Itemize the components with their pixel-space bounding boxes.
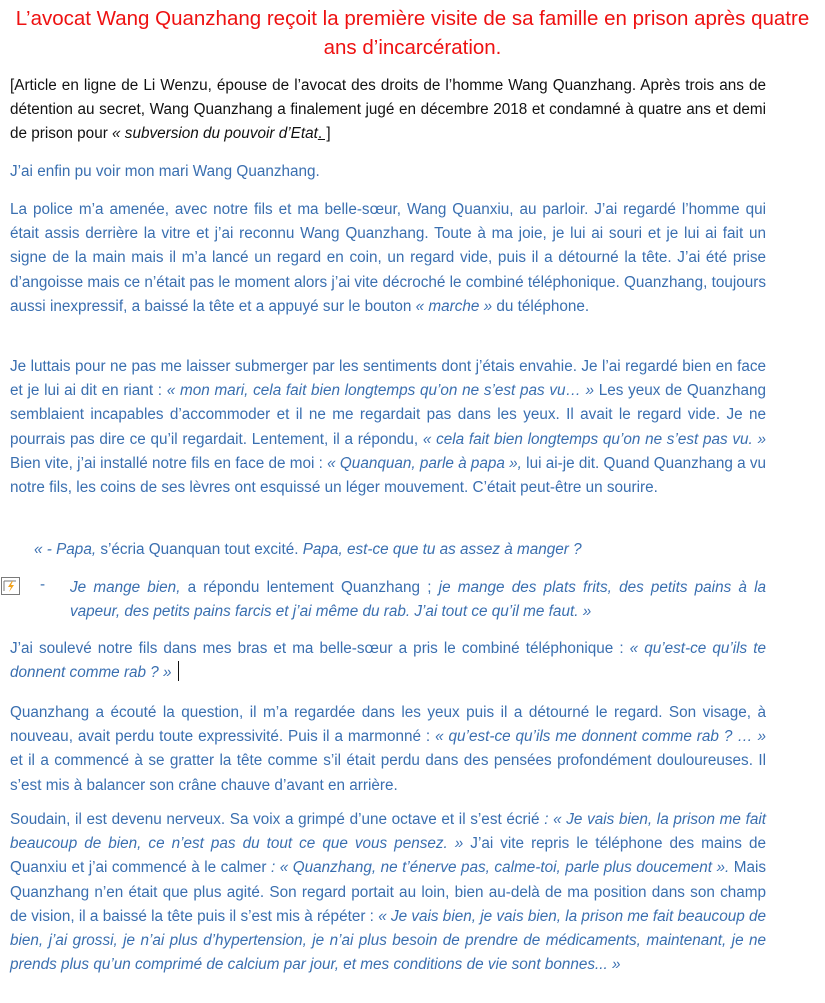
dialog-line-2	[70, 576, 766, 624]
p2-text-c: du téléphone.	[492, 297, 590, 315]
dialog1-quote-a: « - Papa,	[34, 541, 97, 558]
paragraph-6	[10, 808, 766, 977]
dialog2-quote-a: Je mange bien,	[70, 579, 181, 596]
paragraph-5	[10, 701, 766, 798]
p3-text-c: Les yeux de Quanzhang semblaient incapables d’accommoder et il ne me regardait pas dans les yeux. Il avait le regard vide. Je ne pourrais pas dire ce qu’il regardait. Lentement, il a répondu,	[10, 382, 766, 448]
dialog2-quote-c: je mange des plats frits, des petits pains à la vapeur, des petits pains farcis et j’ai même du rab. J’ai tout ce qu’il me faut. »	[70, 579, 766, 621]
p6-quote-1: : « Je vais bien, la prison me fait beaucoup de bien, ce n’est pas du tout ce que vous pensez. »	[10, 811, 766, 853]
dialog-line-1	[34, 538, 774, 562]
comment-flag-icon[interactable]	[1, 577, 20, 595]
p6-text-a: Soudain, il est devenu nerveux. Sa voix a grimpé d’une octave et il s’est écrié	[10, 811, 545, 828]
p6-text-e: Mais Quanzhang n’en était que plus agité. Son regard portait au loin, bien au-delà de ma position dans son champ de vision, il a baissé la tête puis il s’est mis à répéter :	[10, 859, 767, 925]
intro-text: [Article en ligne de Li Wenzu, épouse de l’avocat des droits de l’homme Wang Quanzhang. Après trois ans de détention au secret, Wang Quanzhang a finalement jugé en décembre 2018 et condamné à quatre ans et demi de prison pour	[10, 77, 766, 143]
p6-text-c: J’ai vite repris le téléphone des mains de Quanxiu et j’ai commencé à le calmer	[10, 835, 766, 877]
p3-quote-1: « mon mari, cela fait bien longtemps qu’on ne s’est pas vu… »	[166, 382, 595, 400]
p3-quote-2: « cela fait bien longtemps qu’on ne s’est pas vu. »	[422, 430, 766, 448]
intro-end: . ]	[317, 125, 331, 143]
paragraph-4	[10, 637, 766, 685]
text-cursor	[178, 661, 179, 681]
p2-quote: « marche »	[415, 297, 493, 315]
p4-quote: « qu’est-ce qu’ils te donnent comme rab ? »	[10, 640, 766, 682]
paragraph-3	[10, 355, 766, 500]
paragraph-2	[10, 198, 766, 319]
p3-quote-3: « Quanquan, parle à papa »,	[327, 454, 522, 472]
paragraph-1: J’ai enfin pu voir mon mari Wang Quanzhang.	[10, 163, 320, 180]
p5-text-c: et il a commencé à se gratter la tête comme s’il était perdu dans des pensées profondément douloureuses. Il s’est mis à balancer son crâne chauve d’avant en arrière.	[10, 752, 766, 794]
p2-text-a: La police m’a amenée, avec notre fils et ma belle-sœur, Wang Quanxiu, au parloir. J’ai regardé l’homme qui était assis derrière la vitre et j’ai reconnu Wang Quanzhang. Toute à ma joie, je lui ai souri et je lui ai fait un signe de la main mais il m’a lancé un regard en coin, un regard vide, puis il a détourné la tête. J’ai été prise d’angoisse mais ce n’était pas le moment alors j’ai vite décroché le combiné téléphonique. Quanzhang, toujours aussi inexpressif, a baissé la tête et a appuyé sur le bouton	[10, 201, 766, 315]
p6-quote-3: « Je vais bien, je vais bien, la prison me fait beaucoup de bien, j’ai grossi, je n’ai plus d’hypertension, je n’ai plus besoin de prendre de médicaments, maintenant, je ne prends plus qu’un comprimé de calcium par jour, et mes conditions de vie sont bonnes... »	[10, 907, 766, 974]
p3-text-a: Je luttais pour ne pas me laisser submerger par les sentiments dont j’étais envahie. Je l’ai regardé bien en face et je lui ai dit en riant :	[10, 358, 766, 400]
p3-text-e: Bien vite, j’ai installé notre fils en face de moi :	[10, 454, 328, 472]
article-title: L’avocat Wang Quanzhang reçoit la première visite de sa famille en prison après quatre ans d’incarcération.	[15, 7, 810, 59]
p5-text-a: Quanzhang a écouté la question, il m’a regardée dans les yeux puis il a détourné le regard. Son visage, à nouveau, avait perdu toute expressivité. Puis il a marmonné :	[10, 704, 766, 746]
p5-quote: « qu’est-ce qu’ils me donnent comme rab ? … »	[435, 728, 766, 746]
dialog1-text: s’écria Quanquan tout excité.	[96, 541, 303, 558]
dialog-dash: -	[40, 576, 46, 593]
intro-quote: « subversion du pouvoir d’Etat	[112, 125, 318, 143]
p3-text-g: lui ai-je dit. Quand Quanzhang a vu notre fils, les coins de ses lèvres ont esquissé un léger mouvement. C’était peut-être un sourire.	[10, 454, 766, 497]
p4-text: J’ai soulevé notre fils dans mes bras et ma belle-sœur a pris le combiné téléphonique :	[10, 640, 630, 657]
dialog1-quote-c: Papa, est-ce que tu as assez à manger ?	[302, 541, 582, 558]
p6-quote-2: : « Quanzhang, ne t’énerve pas, calme-toi, parle plus doucement ».	[271, 859, 730, 877]
dialog2-text: a répondu lentement Quanzhang ;	[180, 579, 439, 596]
intro-paragraph	[10, 74, 766, 147]
